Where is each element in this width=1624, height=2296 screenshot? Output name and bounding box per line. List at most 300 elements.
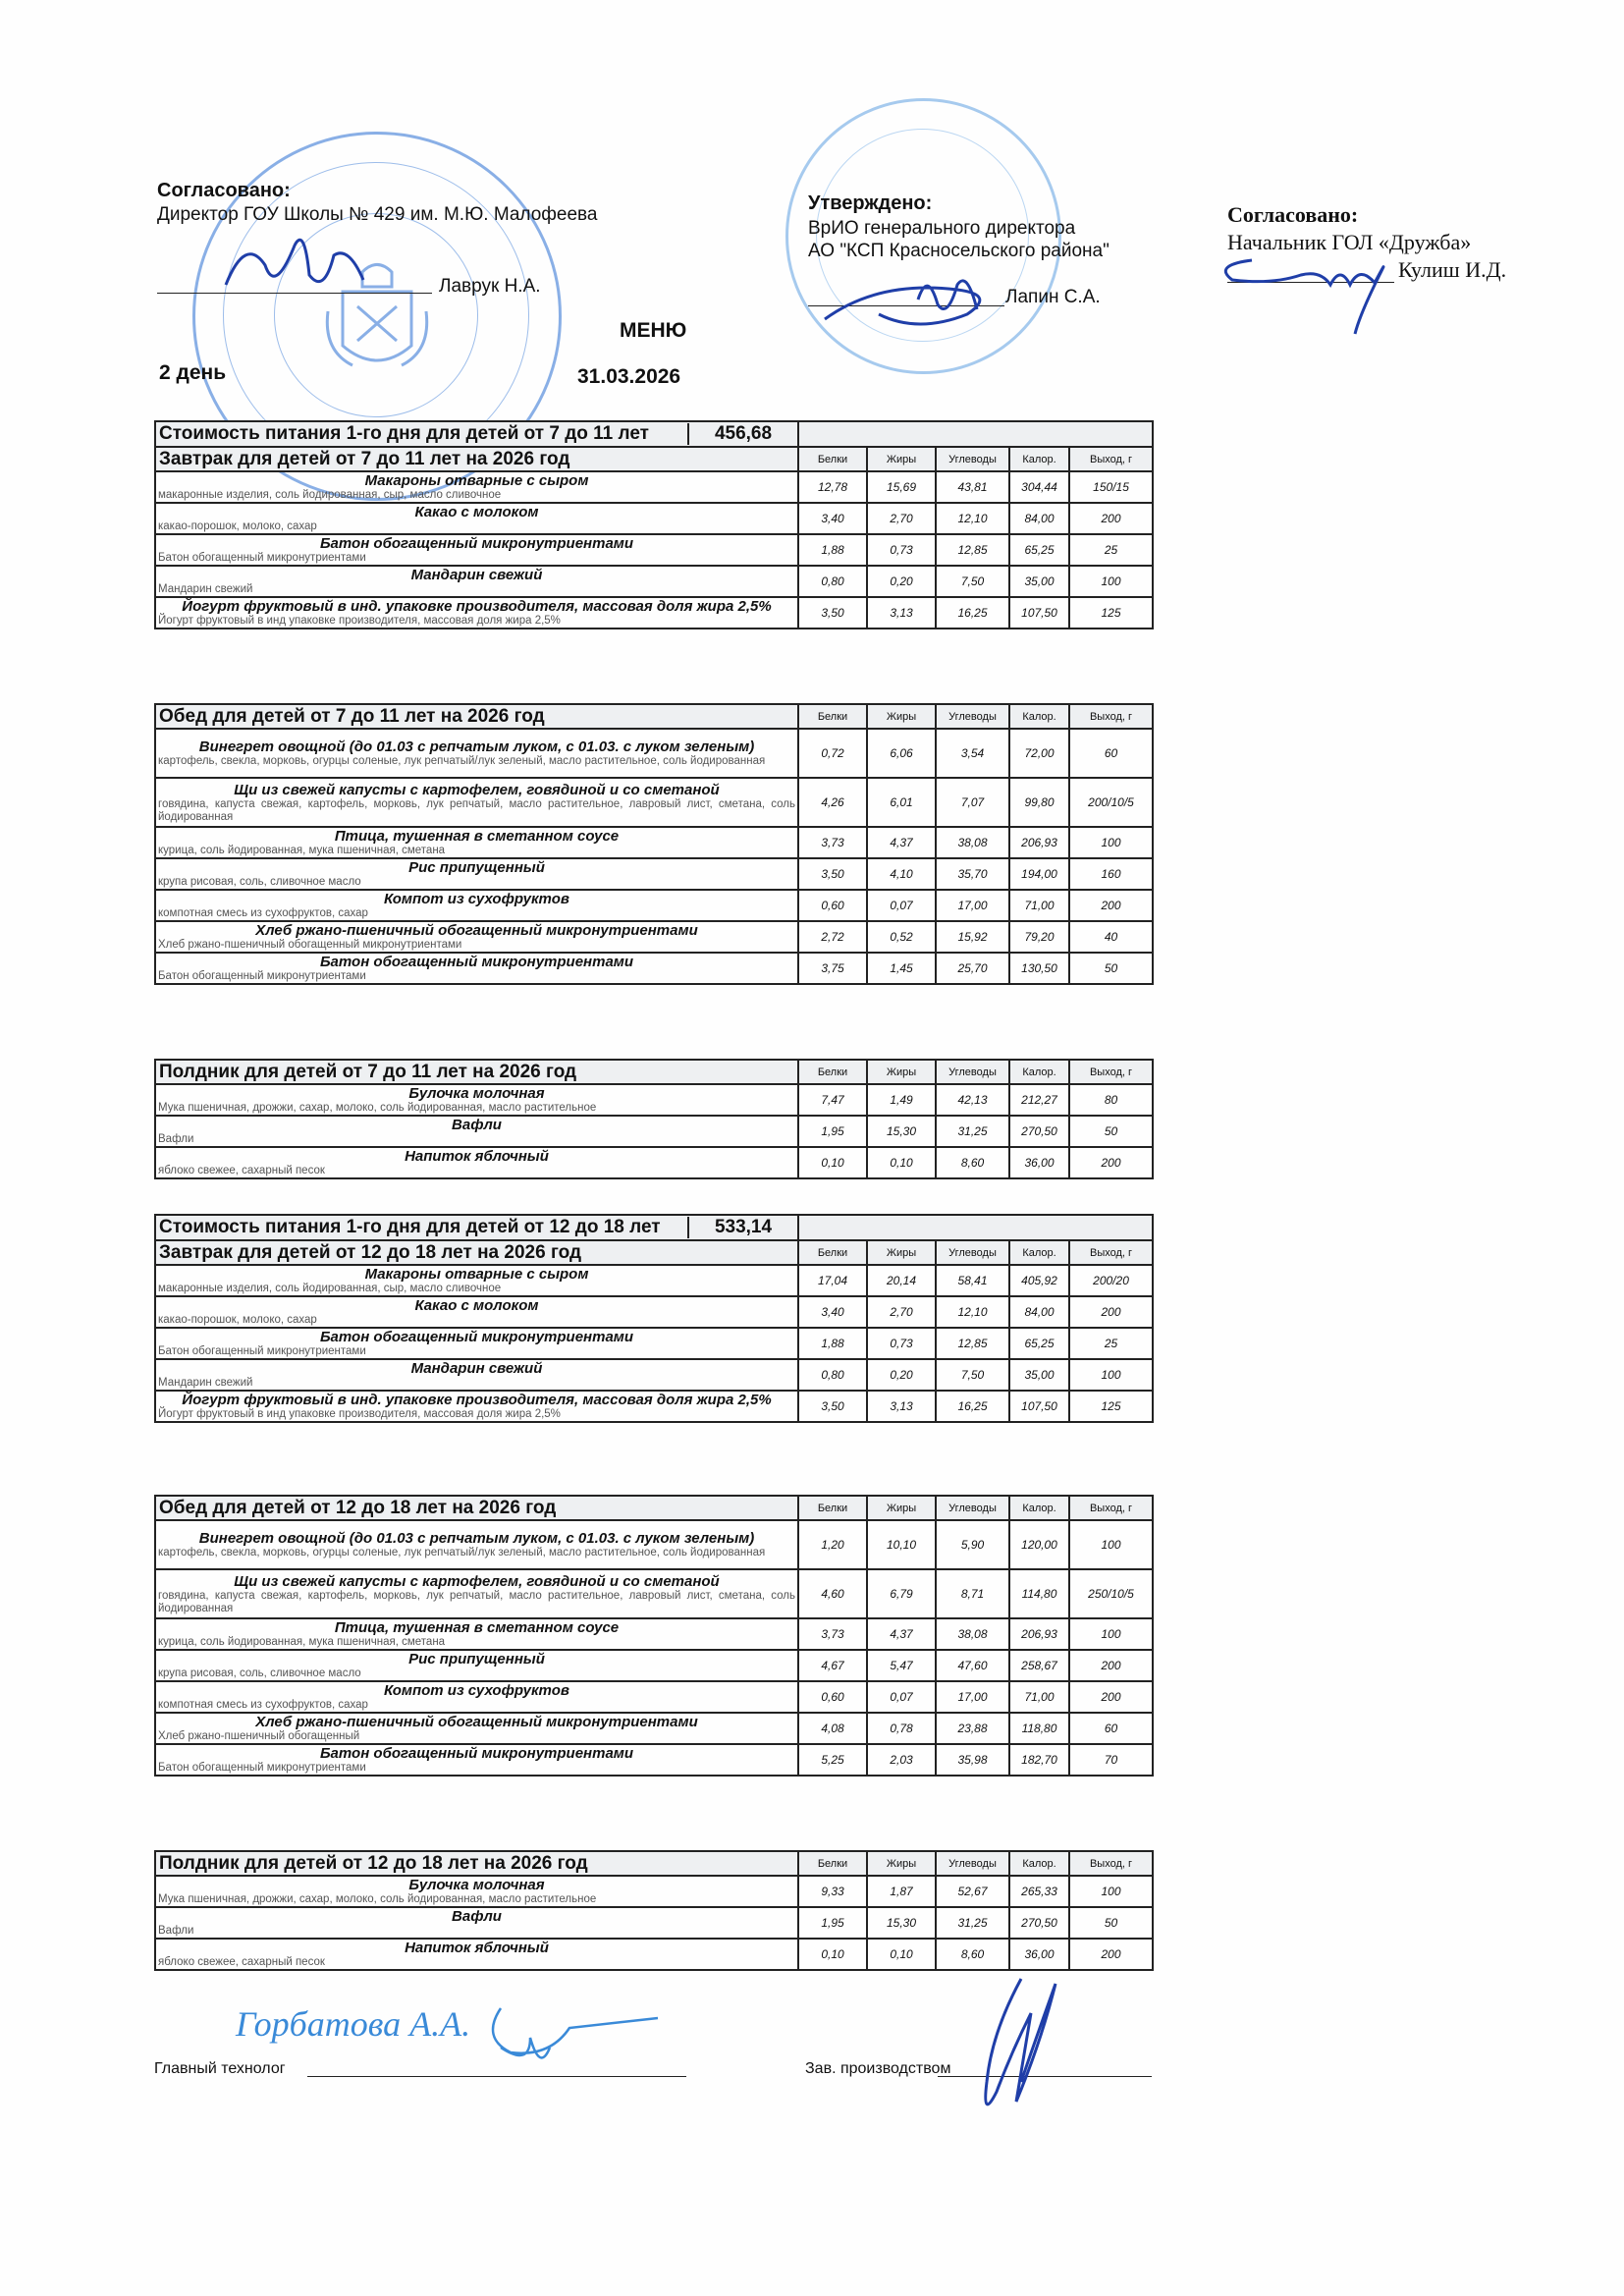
dish-ingredients: Вафли (158, 1133, 194, 1145)
dish-name: Щи из свежей капусты с картофелем, говядиной и со сметаной (234, 1572, 720, 1590)
nutrition-value: 206,93 (1009, 827, 1069, 858)
nutrition-value: 0,07 (867, 1681, 936, 1713)
nutrition-value: 265,33 (1009, 1876, 1069, 1907)
column-header: Выход, г (1069, 704, 1153, 729)
nutrition-value: 42,13 (936, 1084, 1009, 1116)
dish-row (155, 1084, 1153, 1116)
dish-row (155, 566, 1153, 597)
center-signature-line (808, 305, 1004, 306)
nutrition-value: 4,37 (867, 1618, 936, 1650)
dish-row (155, 1569, 1153, 1618)
nutrition-value: 84,00 (1009, 503, 1069, 534)
meal-title: Полдник для детей от 12 до 18 лет на 2026 год (155, 1851, 798, 1876)
nutrition-value: 1,49 (867, 1084, 936, 1116)
nutrition-value: 250/10/5 (1069, 1569, 1153, 1618)
left-approval-name: Лаврук Н.А. (439, 276, 541, 297)
dish-name: Рис припущенный (408, 859, 545, 876)
nutrition-value: 25 (1069, 534, 1153, 566)
nutrition-value: 1,88 (798, 534, 867, 566)
column-header: Жиры (867, 1496, 936, 1520)
dish-ingredients: Мука пшеничная, дрожжи, сахар, молоко, соль йодированная, масло растительное (158, 1893, 597, 1905)
dish-ingredients: Батон обогащенный микронутриентами (158, 552, 366, 564)
coat-of-arms-icon (323, 252, 431, 380)
nutrition-value: 200 (1069, 1296, 1153, 1328)
left-approval-position: Директор ГОУ Школы № 429 им. М.Ю. Малофеева (157, 204, 598, 225)
nutrition-value: 40 (1069, 921, 1153, 953)
technologist-signature-line (307, 2076, 686, 2077)
dish-ingredients: говядина, капуста свежая, картофель, морковь, лук репчатый, масло растительное, лавровый лист, сметана, соль йодированная (158, 797, 795, 823)
nutrition-value: 200 (1069, 890, 1153, 921)
nutrition-value: 3,50 (798, 1391, 867, 1422)
nutrition-value: 107,50 (1009, 597, 1069, 629)
nutrition-value: 200/20 (1069, 1265, 1153, 1296)
nutrition-value: 200 (1069, 1681, 1153, 1713)
nutrition-value: 31,25 (936, 1116, 1009, 1147)
nutrition-value: 5,25 (798, 1744, 867, 1776)
nutrition-value: 182,70 (1009, 1744, 1069, 1776)
column-header: Выход, г (1069, 1851, 1153, 1876)
dish-name: Батон обогащенный микронутриентами (319, 1329, 634, 1345)
nutrition-value: 12,85 (936, 534, 1009, 566)
column-header: Выход, г (1069, 1496, 1153, 1520)
nutrition-value: 7,50 (936, 566, 1009, 597)
nutrition-value: 58,41 (936, 1265, 1009, 1296)
nutrition-value: 194,00 (1009, 858, 1069, 890)
meal-table (154, 1059, 1152, 1179)
left-signature-line (157, 293, 432, 294)
nutrition-value: 4,26 (798, 778, 867, 827)
column-header: Белки (798, 1496, 867, 1520)
dish-name: Макароны отварные с сыром (364, 472, 589, 489)
nutrition-value: 12,78 (798, 471, 867, 503)
dish-name: Щи из свежей капусты с картофелем, говядиной и со сметаной (234, 781, 720, 798)
dish-name: Макароны отварные с сыром (364, 1266, 589, 1283)
nutrition-value: 100 (1069, 827, 1153, 858)
nutrition-value: 270,50 (1009, 1116, 1069, 1147)
dish-name: Птица, тушенная в сметанном соусе (334, 828, 620, 845)
column-header: Белки (798, 447, 867, 471)
nutrition-value: 1,45 (867, 953, 936, 984)
dish-ingredients: Хлеб ржано-пшеничный обогащенный (158, 1730, 360, 1742)
nutrition-value: 1,95 (798, 1116, 867, 1147)
nutrition-value: 130,50 (1009, 953, 1069, 984)
nutrition-value: 2,70 (867, 1296, 936, 1328)
dish-row (155, 1681, 1153, 1713)
nutrition-value: 4,67 (798, 1650, 867, 1681)
nutrition-value: 0,10 (798, 1939, 867, 1970)
nutrition-value: 0,80 (798, 1359, 867, 1391)
nutrition-value: 99,80 (1009, 778, 1069, 827)
nutrition-value: 0,10 (867, 1147, 936, 1178)
dish-name: Компот из сухофруктов (384, 1682, 569, 1699)
nutrition-value: 114,80 (1009, 1569, 1069, 1618)
menu-date: 31.03.2026 (577, 365, 681, 388)
meal-table (154, 1214, 1152, 1423)
nutrition-value: 3,50 (798, 597, 867, 629)
nutrition-value: 6,79 (867, 1569, 936, 1618)
dish-name: Птица, тушенная в сметанном соусе (334, 1619, 620, 1636)
nutrition-value: 5,90 (936, 1520, 1009, 1569)
nutrition-value: 5,47 (867, 1650, 936, 1681)
nutrition-value: 3,50 (798, 858, 867, 890)
cost-label: Стоимость питания 1-го дня для детей от 7 до 11 лет (156, 423, 689, 445)
nutrition-value: 3,40 (798, 1296, 867, 1328)
dish-row (155, 858, 1153, 890)
nutrition-value: 17,04 (798, 1265, 867, 1296)
nutrition-value: 2,03 (867, 1744, 936, 1776)
cost-value: 456,68 (714, 423, 773, 444)
dish-row (155, 471, 1153, 503)
center-approval-name: Лапин С.А. (1005, 287, 1101, 307)
dish-ingredients: курица, соль йодированная, мука пшеничная, сметана (158, 845, 446, 856)
dish-name: Вафли (452, 1908, 502, 1925)
nutrition-value: 1,87 (867, 1876, 936, 1907)
dish-ingredients: Батон обогащенный микронутриентами (158, 1762, 366, 1774)
nutrition-value: 2,72 (798, 921, 867, 953)
nutrition-value: 8,60 (936, 1939, 1009, 1970)
dish-row (155, 827, 1153, 858)
column-header: Выход, г (1069, 447, 1153, 471)
column-header: Жиры (867, 704, 936, 729)
production-label: Зав. производством (805, 2060, 951, 2077)
dish-row (155, 1359, 1153, 1391)
nutrition-value: 160 (1069, 858, 1153, 890)
production-signature (962, 1974, 1070, 2121)
meal-title: Завтрак для детей от 12 до 18 лет на 2026 год (155, 1240, 798, 1265)
nutrition-value: 8,71 (936, 1569, 1009, 1618)
dish-row (155, 1265, 1153, 1296)
dish-row (155, 534, 1153, 566)
column-header: Углеводы (936, 1496, 1009, 1520)
technologist-signature (471, 1998, 668, 2077)
nutrition-value: 20,14 (867, 1265, 936, 1296)
dish-row (155, 597, 1153, 629)
nutrition-value: 36,00 (1009, 1147, 1069, 1178)
dish-ingredients: какао-порошок, молоко, сахар (158, 1314, 317, 1326)
dish-row (155, 1876, 1153, 1907)
nutrition-value: 23,88 (936, 1713, 1009, 1744)
nutrition-value: 7,50 (936, 1359, 1009, 1391)
nutrition-value: 212,27 (1009, 1084, 1069, 1116)
dish-ingredients: Вафли (158, 1925, 194, 1937)
nutrition-value: 100 (1069, 1618, 1153, 1650)
dish-row (155, 1650, 1153, 1681)
dish-name: Винегрет овощной (до 01.03 с репчатым луком, с 01.03. с луком зеленым) (198, 1530, 755, 1547)
nutrition-value: 0,10 (798, 1147, 867, 1178)
dish-name: Какао с молоком (414, 1297, 539, 1314)
nutrition-value: 0,73 (867, 534, 936, 566)
nutrition-value: 0,80 (798, 566, 867, 597)
dish-ingredients: макаронные изделия, соль йодированная, сыр, масло сливочное (158, 1283, 502, 1294)
dish-ingredients: компотная смесь из сухофруктов, сахар (158, 907, 368, 919)
dish-row (155, 890, 1153, 921)
nutrition-value: 200 (1069, 1147, 1153, 1178)
dish-row (155, 1618, 1153, 1650)
cost-value: 533,14 (714, 1217, 773, 1237)
nutrition-value: 16,25 (936, 1391, 1009, 1422)
nutrition-value: 60 (1069, 729, 1153, 778)
nutrition-value: 0,07 (867, 890, 936, 921)
cost-label: Стоимость питания 1-го дня для детей от 12 до 18 лет (156, 1217, 689, 1238)
right-approval-name: Кулиш И.Д. (1398, 257, 1507, 282)
nutrition-value: 25 (1069, 1328, 1153, 1359)
column-header: Калор. (1009, 1496, 1069, 1520)
nutrition-value: 3,13 (867, 597, 936, 629)
dish-row (155, 1147, 1153, 1178)
page-title: МЕНЮ (620, 319, 687, 342)
dish-ingredients: крупа рисовая, соль, сливочное масло (158, 876, 361, 888)
dish-name: Хлеб ржано-пшеничный обогащенный микронутриентами (255, 1714, 698, 1730)
nutrition-value: 1,88 (798, 1328, 867, 1359)
nutrition-value: 206,93 (1009, 1618, 1069, 1650)
nutrition-value: 200 (1069, 1650, 1153, 1681)
meal-table (154, 1850, 1152, 1971)
dish-row (155, 1391, 1153, 1422)
nutrition-value: 36,00 (1009, 1939, 1069, 1970)
nutrition-value: 35,00 (1009, 566, 1069, 597)
nutrition-value: 3,13 (867, 1391, 936, 1422)
column-header: Калор. (1009, 1851, 1069, 1876)
dish-row (155, 1713, 1153, 1744)
nutrition-value: 79,20 (1009, 921, 1069, 953)
nutrition-value: 3,73 (798, 827, 867, 858)
nutrition-value: 100 (1069, 1359, 1153, 1391)
dish-name: Компот из сухофруктов (384, 891, 569, 907)
nutrition-value: 50 (1069, 1116, 1153, 1147)
nutrition-value: 125 (1069, 597, 1153, 629)
dish-name: Булочка молочная (408, 1085, 545, 1102)
nutrition-value: 52,67 (936, 1876, 1009, 1907)
nutrition-value: 100 (1069, 1876, 1153, 1907)
nutrition-value: 50 (1069, 953, 1153, 984)
dish-row (155, 1939, 1153, 1970)
right-approval-position: Начальник ГОЛ «Дружба» (1227, 230, 1472, 254)
column-header: Жиры (867, 1060, 936, 1084)
dish-ingredients: Батон обогащенный микронутриентами (158, 1345, 366, 1357)
meal-title: Завтрак для детей от 7 до 11 лет на 2026 год (155, 447, 798, 471)
column-header: Калор. (1009, 1240, 1069, 1265)
dish-ingredients: компотная смесь из сухофруктов, сахар (158, 1699, 368, 1711)
dish-name: Винегрет овощной (до 01.03 с репчатым луком, с 01.03. с луком зеленым) (198, 738, 755, 755)
meal-header-row (155, 1496, 1153, 1520)
column-header: Жиры (867, 447, 936, 471)
column-header: Выход, г (1069, 1060, 1153, 1084)
nutrition-value: 0,20 (867, 566, 936, 597)
nutrition-value: 43,81 (936, 471, 1009, 503)
nutrition-value: 6,01 (867, 778, 936, 827)
nutrition-value: 304,44 (1009, 471, 1069, 503)
nutrition-value: 120,00 (1009, 1520, 1069, 1569)
meal-title: Обед для детей от 7 до 11 лет на 2026 год (155, 704, 798, 729)
nutrition-value: 200 (1069, 1939, 1153, 1970)
nutrition-value: 4,37 (867, 827, 936, 858)
dish-name: Какао с молоком (414, 504, 539, 520)
dish-name: Напиток яблочный (405, 1940, 549, 1956)
nutrition-value: 4,10 (867, 858, 936, 890)
nutrition-value: 118,80 (1009, 1713, 1069, 1744)
nutrition-value: 200 (1069, 503, 1153, 534)
nutrition-value: 6,06 (867, 729, 936, 778)
nutrition-value: 0,73 (867, 1328, 936, 1359)
meal-table (154, 420, 1152, 629)
nutrition-value: 0,60 (798, 890, 867, 921)
dish-row (155, 1116, 1153, 1147)
nutrition-value: 15,92 (936, 921, 1009, 953)
column-header: Углеводы (936, 704, 1009, 729)
meal-title: Обед для детей от 12 до 18 лет на 2026 год (155, 1496, 798, 1520)
dish-ingredients: какао-порошок, молоко, сахар (158, 520, 317, 532)
nutrition-value: 1,95 (798, 1907, 867, 1939)
column-header: Углеводы (936, 1060, 1009, 1084)
nutrition-value: 1,20 (798, 1520, 867, 1569)
dish-name: Батон обогащенный микронутриентами (319, 1745, 634, 1762)
nutrition-value: 9,33 (798, 1876, 867, 1907)
meal-title: Полдник для детей от 7 до 11 лет на 2026 год (155, 1060, 798, 1084)
dish-name: Йогурт фруктовый в инд. упаковке производителя, массовая доля жира 2,5% (182, 598, 772, 615)
nutrition-value: 70 (1069, 1744, 1153, 1776)
dish-row (155, 778, 1153, 827)
nutrition-value: 0,10 (867, 1939, 936, 1970)
nutrition-value: 7,47 (798, 1084, 867, 1116)
nutrition-value: 405,92 (1009, 1265, 1069, 1296)
dish-ingredients: Мандарин свежий (158, 1377, 253, 1389)
dish-ingredients: Йогурт фруктовый в инд упаковке производителя, массовая доля жира 2,5% (158, 615, 561, 627)
nutrition-value: 35,00 (1009, 1359, 1069, 1391)
right-approval-label: Согласовано: (1227, 202, 1359, 227)
dish-ingredients: картофель, свекла, морковь, огурцы соленые, лук репчатый/лук зеленый, масло растительное, соль йодированная (158, 1547, 766, 1558)
column-header: Калор. (1009, 1060, 1069, 1084)
dish-row (155, 953, 1153, 984)
nutrition-value: 7,07 (936, 778, 1009, 827)
cost-row (155, 1215, 1153, 1240)
dish-name: Вафли (452, 1117, 502, 1133)
nutrition-value: 47,60 (936, 1650, 1009, 1681)
column-header: Белки (798, 1240, 867, 1265)
nutrition-value: 17,00 (936, 1681, 1009, 1713)
nutrition-value: 12,10 (936, 503, 1009, 534)
left-approval-label: Согласовано: (157, 180, 291, 201)
column-header: Белки (798, 704, 867, 729)
dish-ingredients: Йогурт фруктовый в инд упаковке производителя, массовая доля жира 2,5% (158, 1408, 561, 1420)
meal-header-row (155, 1851, 1153, 1876)
column-header: Жиры (867, 1851, 936, 1876)
nutrition-value: 65,25 (1009, 534, 1069, 566)
dish-row (155, 921, 1153, 953)
dish-ingredients: Мука пшеничная, дрожжи, сахар, молоко, соль йодированная, масло растительное (158, 1102, 597, 1114)
dish-ingredients: крупа рисовая, соль, сливочное масло (158, 1667, 361, 1679)
nutrition-value: 71,00 (1009, 890, 1069, 921)
dish-ingredients: курица, соль йодированная, мука пшеничная, сметана (158, 1636, 446, 1648)
column-header: Углеводы (936, 1240, 1009, 1265)
nutrition-value: 16,25 (936, 597, 1009, 629)
nutrition-value: 31,25 (936, 1907, 1009, 1939)
nutrition-value: 84,00 (1009, 1296, 1069, 1328)
nutrition-value: 125 (1069, 1391, 1153, 1422)
dish-row (155, 1907, 1153, 1939)
nutrition-value: 15,30 (867, 1907, 936, 1939)
dish-row (155, 503, 1153, 534)
dish-name: Булочка молочная (408, 1877, 545, 1893)
nutrition-value: 2,70 (867, 503, 936, 534)
dish-ingredients: говядина, капуста свежая, картофель, морковь, лук репчатый, масло растительное, лавровый лист, сметана, соль йодированная (158, 1589, 795, 1614)
nutrition-value: 65,25 (1009, 1328, 1069, 1359)
nutrition-value: 3,54 (936, 729, 1009, 778)
dish-name: Мандарин свежий (410, 567, 543, 583)
dish-ingredients: макаронные изделия, соль йодированная, сыр, масло сливочное (158, 489, 502, 501)
nutrition-value: 60 (1069, 1713, 1153, 1744)
nutrition-value: 0,60 (798, 1681, 867, 1713)
dish-row (155, 1328, 1153, 1359)
dish-name: Батон обогащенный микронутриентами (319, 535, 634, 552)
nutrition-value: 71,00 (1009, 1681, 1069, 1713)
meal-header-row (155, 1240, 1153, 1265)
nutrition-value: 35,70 (936, 858, 1009, 890)
nutrition-value: 150/15 (1069, 471, 1153, 503)
technologist-name-stamp: Горбатова А.А. (236, 2004, 471, 2044)
dish-name: Мандарин свежий (410, 1360, 543, 1377)
nutrition-value: 12,85 (936, 1328, 1009, 1359)
day-label: 2 день (159, 361, 227, 384)
meal-header-row (155, 704, 1153, 729)
nutrition-value: 35,98 (936, 1744, 1009, 1776)
nutrition-value: 0,20 (867, 1359, 936, 1391)
dish-name: Йогурт фруктовый в инд. упаковке производителя, массовая доля жира 2,5% (182, 1392, 772, 1408)
nutrition-value: 38,08 (936, 1618, 1009, 1650)
dish-ingredients: картофель, свекла, морковь, огурцы соленые, лук репчатый/лук зеленый, масло растительное, соль йодированная (158, 755, 766, 767)
nutrition-value: 10,10 (867, 1520, 936, 1569)
center-approval-position-1: ВрИО генерального директора (808, 218, 1076, 239)
nutrition-value: 4,60 (798, 1569, 867, 1618)
dish-row (155, 1520, 1153, 1569)
column-header: Калор. (1009, 704, 1069, 729)
column-header: Жиры (867, 1240, 936, 1265)
nutrition-value: 25,70 (936, 953, 1009, 984)
nutrition-value: 0,52 (867, 921, 936, 953)
center-approval-label: Утверждено: (808, 192, 933, 214)
dish-ingredients: яблоко свежее, сахарный песок (158, 1956, 325, 1968)
nutrition-value: 72,00 (1009, 729, 1069, 778)
dish-row (155, 729, 1153, 778)
nutrition-value: 15,30 (867, 1116, 936, 1147)
right-signature (1213, 246, 1409, 339)
nutrition-value: 12,10 (936, 1296, 1009, 1328)
center-approval-position-2: АО "КСП Красносельского района" (808, 241, 1110, 261)
technologist-label: Главный технолог (154, 2060, 286, 2077)
nutrition-value: 38,08 (936, 827, 1009, 858)
dish-name: Рис припущенный (408, 1651, 545, 1667)
column-header: Выход, г (1069, 1240, 1153, 1265)
production-signature-line (938, 2076, 1152, 2077)
nutrition-value: 200/10/5 (1069, 778, 1153, 827)
column-header: Белки (798, 1851, 867, 1876)
meal-header-row (155, 1060, 1153, 1084)
nutrition-value: 15,69 (867, 471, 936, 503)
meal-table (154, 1495, 1152, 1777)
nutrition-value: 258,67 (1009, 1650, 1069, 1681)
nutrition-value: 3,40 (798, 503, 867, 534)
nutrition-value: 100 (1069, 566, 1153, 597)
nutrition-value: 4,08 (798, 1713, 867, 1744)
dish-row (155, 1296, 1153, 1328)
column-header: Углеводы (936, 1851, 1009, 1876)
dish-row (155, 1744, 1153, 1776)
dish-ingredients: яблоко свежее, сахарный песок (158, 1165, 325, 1176)
dish-ingredients: Хлеб ржано-пшеничный обогащенный микронутриентами (158, 939, 462, 951)
cost-row (155, 421, 1153, 447)
nutrition-value: 80 (1069, 1084, 1153, 1116)
meal-header-row (155, 447, 1153, 471)
dish-ingredients: Мандарин свежий (158, 583, 253, 595)
